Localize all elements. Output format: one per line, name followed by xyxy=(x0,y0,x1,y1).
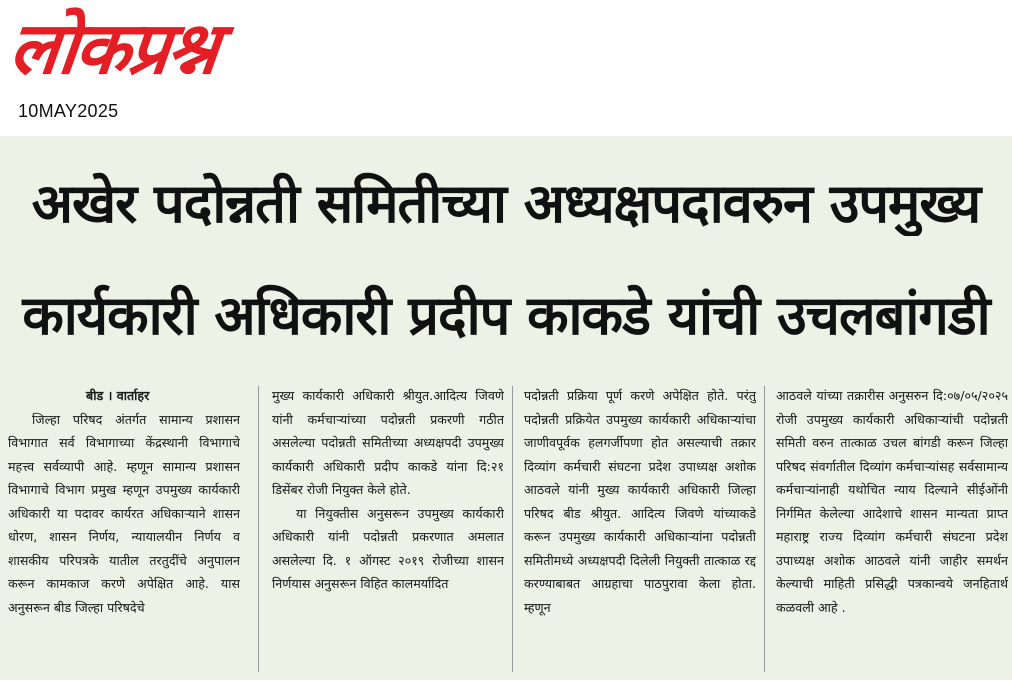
article-columns xyxy=(8,384,1008,676)
paragraph: पदोन्नती प्रक्रिया पूर्ण करणे अपेक्षित होते. परंतु पदोन्नती प्रक्रियेत उपमुख्य कार्यकारी अधिकाऱ्यांचा जाणीवपूर्वक हलगर्जीपणा होत असल्याची तक्रार दिव्यांग कर्मचारी संघटना प्रदेश उपाध्यक्ष अशोक आठवले यांनी मुख्य कार्यकारी अधिकारी जिल्हा परिषद बीड श्रीयुत. आदित्य जिवणे यांच्याकडे करून उपमुख्य कार्यकारी अधिकाऱ्यांना पदोन्नती समितीमध्ये अध्यक्षपदी दिलेली नियुक्ती तात्काळ रद्द करण्याबाबत आग्रहाचा पाठपुरावा केला होता. म्हणून xyxy=(524,388,756,615)
column-3 xyxy=(524,384,756,676)
masthead xyxy=(0,0,1012,136)
column-divider xyxy=(512,386,513,672)
paragraph: आठवले यांच्या तक्रारीस अनुसरुन दि:०७/०५/२०२५ रोजी उपमुख्य कार्यकारी अधिकाऱ्यांची पदोन्नती समिती वरुन तात्काळ उचल बांगडी करून जिल्हा परिषद संवर्गातील दिव्यांग कर्मचाऱ्यांसह सर्वसामान्य कर्मचाऱ्यांनाही यथोचित न्याय दिल्याने सीईओंनी निर्गमित केलेल्या आदेशाचे शासन मान्यता प्राप्त महाराष्ट्र राज्य दिव्यांग कर्मचारी संघटना प्रदेश उपाध्यक्ष अशोक आठवले यांनी जाहीर समर्थन केल्याची माहिती प्रसिद्धी पत्रकान्वये जनहितार्थ कळवली आहे . xyxy=(776,388,1008,615)
paragraph: या नियुक्तीस अनुसरून उपमुख्य कार्यकारी अधिकारी यांनी पदोन्नती प्रकरणात अमलात असलेल्या दि. १ ऑगस्ट २०१९ रोजीच्या शासन निर्णयास अनुसरून विहित कालमर्यादित xyxy=(272,505,504,591)
headline-line-2: कार्यकारी अधिकारी प्रदीप काकडे यांची उचलबांगडी xyxy=(22,284,990,347)
column-2 xyxy=(272,384,504,676)
headline-line-1: अखेर पदोन्नती समितीच्या अध्यक्षपदावरुन उपमुख्य xyxy=(31,172,981,235)
column-4 xyxy=(776,384,1008,676)
column-divider xyxy=(258,386,259,672)
newspaper-logo: लोकप्रश्न xyxy=(5,6,222,90)
news-article xyxy=(0,136,1012,680)
dateline: बीड । वार्ताहर xyxy=(86,388,150,403)
column-divider xyxy=(764,386,765,672)
column-1 xyxy=(8,384,240,676)
paragraph: जिल्हा परिषद अंतर्गत सामान्य प्रशासन विभागात सर्व विभागाच्या केंद्रस्थानी विभागाचे महत्त्व सर्वव्यापी आहे. म्हणून सामान्य प्रशासन विभागाचे विभाग प्रमुख म्हणून उपमुख्य कार्यकारी अधिकारी या पदावर कार्यरत अधिकाऱ्याने शासन धोरण, शासन निर्णय, न्यायालयीन निर्णय व शासकीय परिपत्रके यातील तरतुदींचे अनुपालन करून कामकाज करणे अपेक्षित आहे. यास अनुसरून बीड जिल्हा परिषदेचे xyxy=(8,411,240,615)
paragraph: मुख्य कार्यकारी अधिकारी श्रीयुत.आदित्य जिवणे यांनी कर्मचाऱ्यांच्या पदोन्नती प्रकरणी गठीत असलेल्या पदोन्नती समितीच्या अध्यक्षपदी उपमुख्य कार्यकारी अधिकारी प्रदीप काकडे यांना दि:२१ डिसेंबर रोजी नियुक्त केले होते. xyxy=(272,388,504,497)
publication-date: 10MAY2025 xyxy=(18,101,119,121)
